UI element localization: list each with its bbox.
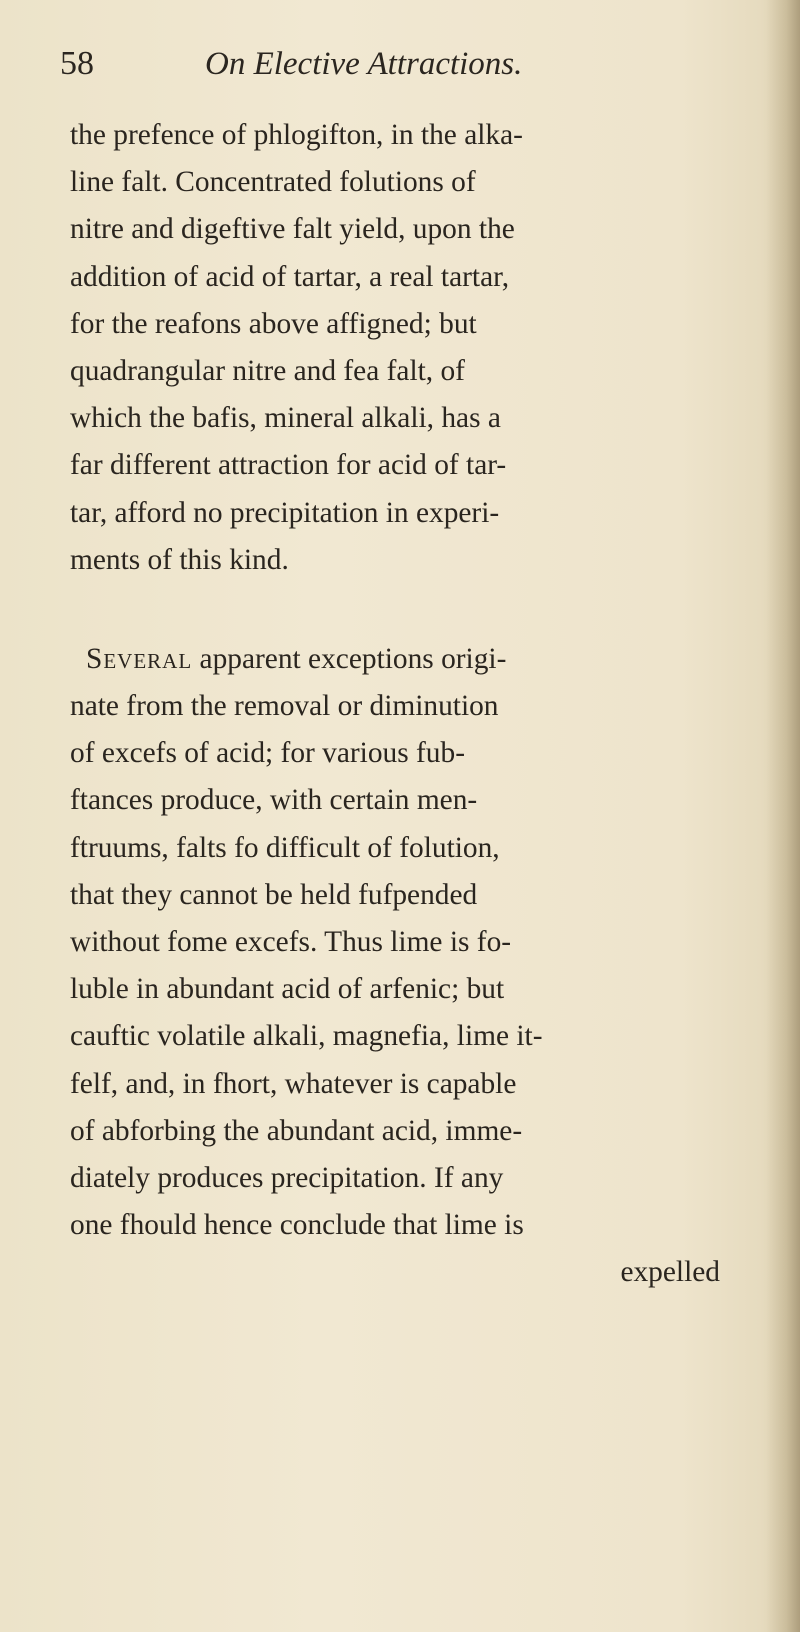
text-line: far different attraction for acid of tar- xyxy=(70,449,507,482)
text-line: one fhould hence conclude that lime is xyxy=(70,1209,524,1242)
text-line: of abforbing the abundant acid, imme- xyxy=(70,1114,523,1147)
lead-word: Several xyxy=(86,642,193,675)
text-line: addition of acid of tartar, a real tartar, xyxy=(70,260,510,293)
text-line: quadrangular nitre and fea falt, of xyxy=(70,354,465,387)
body-text xyxy=(70,112,720,1297)
text-line: cauftic volatile alkali, magnefia, lime it- xyxy=(70,1020,543,1053)
text-line: line falt. Concentrated folutions of xyxy=(70,166,476,199)
text-line: nate from the removal or diminution xyxy=(70,690,499,723)
text-line: luble in abundant acid of arfenic; but xyxy=(70,973,505,1006)
text-line: the prefence of phlogifton, in the alka- xyxy=(70,119,523,151)
text-line: that they cannot be held fufpended xyxy=(70,878,478,911)
text-line: ments of this kind. xyxy=(70,543,289,576)
text-line: without fome excefs. Thus lime is fo- xyxy=(70,926,512,958)
text-line: ftruums, falts fo difficult of folution, xyxy=(70,831,500,864)
text-line: of excefs of acid; for various fub- xyxy=(70,737,465,770)
text-line: tar, afford no precipitation in experi- xyxy=(70,496,500,529)
text-line: diately produces precipitation. If any xyxy=(70,1161,504,1194)
text-line: which the bafis, mineral alkali, has a xyxy=(70,402,501,435)
first-line-rest: apparent exceptions origi- xyxy=(192,642,507,675)
text-line: nitre and digeftive falt yield, upon the xyxy=(70,213,515,246)
paragraph-1 xyxy=(70,112,720,584)
paragraph-first-line xyxy=(70,636,720,683)
page-edge-shadow xyxy=(766,0,800,1632)
text-line: ftances produce, with certain men- xyxy=(70,784,478,817)
paragraph-gap xyxy=(70,584,720,636)
page-number: 58 xyxy=(60,45,94,82)
running-title: On Elective Attractions. xyxy=(205,46,523,82)
text-line: for the reafons above affigned; but xyxy=(70,307,477,340)
paragraph-2 xyxy=(70,636,720,1297)
catchword: expelled xyxy=(620,1256,720,1289)
text-line: felf, and, in fhort, whatever is capable xyxy=(70,1067,517,1100)
page-header xyxy=(60,42,740,92)
